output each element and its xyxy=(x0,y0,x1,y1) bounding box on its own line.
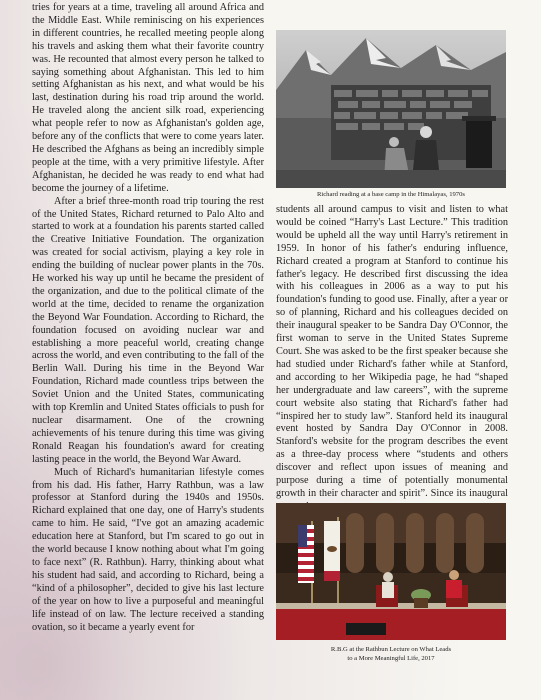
article-left-column xyxy=(32,2,264,634)
paragraph-travels: tries for years at a time, traveling all around Africa and the Middle East. While reminiscing on his experiences in different countries, he recalled meeting people along his travels and asking them what their favorite country was. He recounted that almost every person he talked to saying something about Afghanistan. This led to him setting Afghanistan as his next, and what would be his last, destination during his road trip around the world. He traveled along the ancient silk road, experiencing what people refer to now as Afghanistan's golden age, before any of the conflicts that were to come years later. He described the Afghans as being an incredibly simple people at the time, with a very primitive lifestyle. After Afghanistan, he decided he was ready to end what had become the journey of a lifetime. xyxy=(32,2,264,194)
himalayas-photo-caption xyxy=(276,191,506,200)
paragraph-father: Much of Richard's humanitarian lifestyle comes from his dad. His father, Harry Rathbun, was a law professor at Stanford during the 1940s and 1950s. Richard explained that one day, one of Harry's students came to him. He said, “I've got an amazing academic education here at Stanford, but I'm scared to go out in the world because I know nothing about what I'm going to face next” (R. Rathbun). Harry, thinking about what his student had said, and according to Richard, being a “kind of a philosopher”, decided to give his last lecture of the year on how to live a purposeful and meaningful life instead of on law. The lecture received a standing ovation, so it became a yearly event for xyxy=(32,466,264,633)
lecture-photo xyxy=(276,503,506,640)
paragraph-foundation: After a brief three-month road trip touring the rest of the United States, Richard returned to Palo Alto and started to work at a foundation his parents started called the Creative Initiative Foundation. The organization was created for social activism, playing a key role in ending the building of nuclear power plants in the 70s. He worked his way up until he became the president of the organization, and due to the political climate of the world at the time, decided to rename the organization the Beyond War Foundation. According to Richard, the foundation focused on avoiding nuclear war and establishing a more peaceful world, creating change across the world, and even contributing to the fall of the Berlin Wall. During his time in the Beyond War Foundation, Richard made countless trips between the Soviet Union and the United States, communicating with top Kremlin and United States officials to push for nuclear disarmament. One of the crowning achievements of his tenure during this time was giving Ronald Reagan his foundation's award for creating lasting peace in the world, the Beyond War Award. xyxy=(32,195,264,465)
caption-line-1: R.B.G at the Rathbun Lecture on What Leads xyxy=(330,646,452,653)
article-right-column xyxy=(276,204,508,514)
himalayas-photo xyxy=(276,30,506,188)
paragraph-last-lecture: students all around campus to visit and listen to what would be coined “Harry's Last Lecture.” This tradition would be upheld all the way until Harry's retirement in 1959. In honor of his father's enduring influence, Richard created a program at Stanford to continue his father's legacy. He described first discussing the idea with his colleagues in 2006 as a way to put his foundation's funding to good use. Finally, after a year or so of planning, Richard and his colleagues decided on their inaugural speaker to be Sandra Day O'Connor, the first woman to serve in the United States Supreme Court. She was asked to be the first speaker because she had studied under Richard's father while at Stanford, and according to her Wikipedia page, he had “shaped her undergraduate and law careers”, with the supreme court website also stating that Richard's father had “inspired her to study law”. Stanford held its inaugural event hosted by Sandra Day O'Connor in 2008. Stanford's website for the program describes the event as a three-day process where “students and others discover and reflect upon issues of meaning and purpose during a time of potentially monumental growth in their character and spirit”. Since its inaugural xyxy=(276,204,508,499)
lecture-photo-caption xyxy=(276,646,506,663)
caption-line-2: to a More Meaningful Life, 2017 xyxy=(347,654,435,662)
caption-text: Richard reading at a base camp in the Himalayas, 1970s xyxy=(317,191,465,198)
